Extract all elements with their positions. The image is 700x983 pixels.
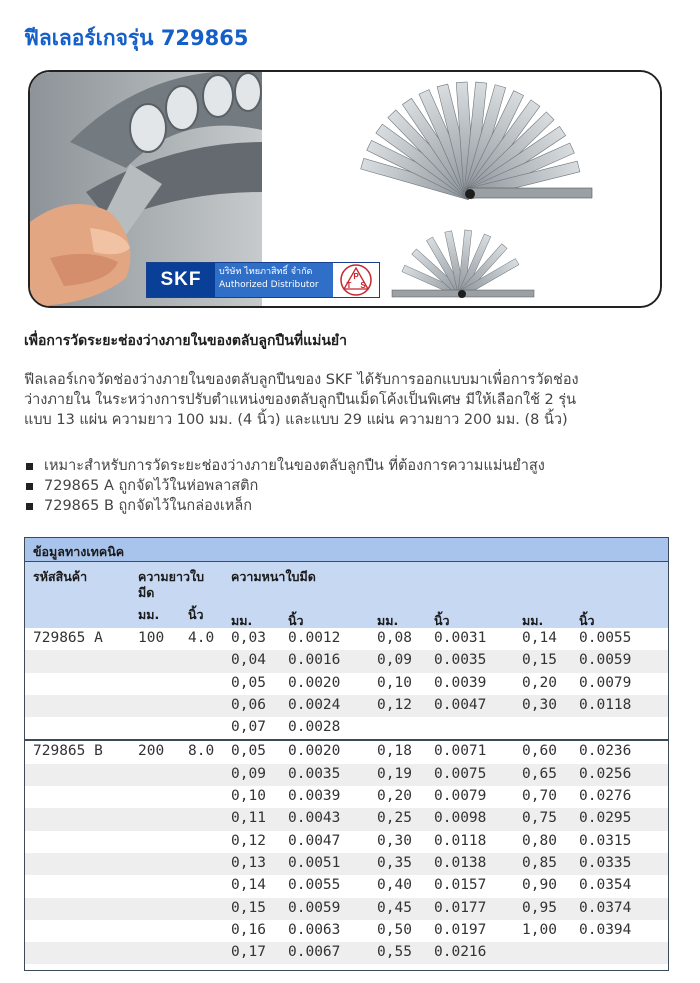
bullet-icon bbox=[26, 503, 33, 510]
col-length-cont: มีด bbox=[138, 585, 155, 600]
table-cell: 0.0236 bbox=[579, 743, 632, 760]
table-row bbox=[25, 717, 668, 739]
table-cell: 0,25 bbox=[377, 810, 412, 827]
table-cell: 0.0079 bbox=[579, 674, 632, 691]
table-row bbox=[25, 786, 668, 808]
unit-in: นิ้ว bbox=[579, 613, 595, 628]
table-cell: 0.0118 bbox=[579, 696, 632, 713]
table-cell: 0,20 bbox=[377, 788, 412, 805]
table-cell: 0,40 bbox=[377, 877, 412, 894]
pts-letter-s: S bbox=[360, 281, 366, 290]
table-cell: 0.0354 bbox=[579, 877, 632, 894]
table-cell: 0,95 bbox=[522, 899, 557, 916]
table-cell: 0.0020 bbox=[288, 743, 341, 760]
pts-letter-p: P bbox=[353, 272, 359, 281]
table-cell: 0,04 bbox=[231, 652, 266, 669]
distributor-badge bbox=[146, 262, 380, 298]
intro-line: แบบ 13 แผ่น ความยาว 100 มม. (4 นิ้ว) และแบบ 29 แผ่น ความยาว 200 มม. (8 นิ้ว) bbox=[24, 412, 568, 428]
table-cell: 0.0079 bbox=[434, 788, 487, 805]
intro-line: ว่างภายใน ในระหว่างการปรับตำแหน่งของตลับลูกปืนเม็ดโค้งเป็นพิเศษ มีให้เลือกใช้ 2 รุ่น bbox=[24, 392, 577, 408]
distributor-text bbox=[215, 263, 333, 297]
table-row bbox=[25, 764, 668, 786]
table-cell: 8.0 bbox=[188, 743, 215, 760]
table-cell: 100 bbox=[138, 630, 165, 646]
table-row bbox=[25, 942, 668, 964]
bullet-icon bbox=[26, 463, 33, 470]
table-cell: 0.0216 bbox=[434, 944, 487, 961]
table-cell: 0,07 bbox=[231, 719, 266, 736]
table-cell: 0,16 bbox=[231, 921, 266, 938]
table-cell: 729865 B bbox=[33, 743, 103, 760]
intro-line: ฟีลเลอร์เกจวัดช่องว่างภายในของตลับลูกปืนของ SKF ได้รับการออกแบบมาเพื่อการวัดช่อง bbox=[24, 372, 579, 388]
table-cell: 0,14 bbox=[522, 630, 557, 646]
table-cell: 0.0177 bbox=[434, 899, 487, 916]
table-row bbox=[25, 650, 668, 672]
table-cell: 0.0276 bbox=[579, 788, 632, 805]
intro-paragraph bbox=[24, 370, 684, 430]
unit-in: นิ้ว bbox=[288, 613, 304, 628]
table-row bbox=[25, 695, 668, 717]
table-cell: 0,13 bbox=[231, 854, 266, 871]
table-cell: 0,12 bbox=[377, 696, 412, 713]
table-cell: 0.0020 bbox=[288, 674, 341, 691]
table-cell: 0.0374 bbox=[579, 899, 632, 916]
table-cell: 0,20 bbox=[522, 674, 557, 691]
table-cell: 0.0295 bbox=[579, 810, 632, 827]
section-heading: เพื่อการวัดระยะช่องว่างภายในของตลับลูกปืนที่แม่นยำ bbox=[24, 333, 347, 349]
spec-table-header bbox=[25, 562, 668, 628]
table-cell: 0,35 bbox=[377, 854, 412, 871]
feature-list bbox=[24, 456, 545, 516]
table-cell: 0.0197 bbox=[434, 921, 487, 938]
unit-in: นิ้ว bbox=[434, 613, 450, 628]
table-cell: 1,00 bbox=[522, 921, 557, 938]
table-cell: 0.0335 bbox=[579, 854, 632, 871]
table-cell: 0.0157 bbox=[434, 877, 487, 894]
table-cell: 0.0138 bbox=[434, 854, 487, 871]
table-cell: 0,15 bbox=[522, 652, 557, 669]
table-cell: 0,55 bbox=[377, 944, 412, 961]
table-cell: 0,09 bbox=[231, 765, 266, 782]
skf-logo: SKF bbox=[147, 263, 215, 297]
table-cell: 0.0051 bbox=[288, 854, 341, 871]
table-cell: 0.0012 bbox=[288, 630, 341, 646]
table-cell: 0,90 bbox=[522, 877, 557, 894]
table-cell: 0.0031 bbox=[434, 630, 487, 646]
unit-mm: มม. bbox=[138, 607, 160, 622]
table-cell: 0.0256 bbox=[579, 765, 632, 782]
pts-letter-t: T bbox=[346, 281, 352, 290]
unit-mm: มม. bbox=[522, 613, 544, 628]
table-row bbox=[25, 875, 668, 897]
table-cell: 0.0024 bbox=[288, 696, 341, 713]
table-row bbox=[25, 673, 668, 695]
table-cell: 0.0075 bbox=[434, 765, 487, 782]
spec-table-title: ข้อมูลทางเทคนิค bbox=[25, 538, 668, 562]
table-cell: 0.0047 bbox=[288, 832, 341, 849]
table-cell: 0,60 bbox=[522, 743, 557, 760]
table-cell: 0,18 bbox=[377, 743, 412, 760]
company-name: บริษัท ไทยภาสิทธิ์ จำกัด bbox=[219, 267, 313, 277]
table-cell: 0.0055 bbox=[579, 630, 632, 646]
table-cell: 0.0016 bbox=[288, 652, 341, 669]
table-row bbox=[25, 628, 668, 650]
table-cell: 0.0039 bbox=[288, 788, 341, 805]
table-cell: 0.0067 bbox=[288, 944, 341, 961]
table-cell: 0.0059 bbox=[288, 899, 341, 916]
table-cell: 0,10 bbox=[231, 788, 266, 805]
table-cell: 0,12 bbox=[231, 832, 266, 849]
table-cell: 0.0039 bbox=[434, 674, 487, 691]
table-cell: 0.0059 bbox=[579, 652, 632, 669]
col-product: รหัสสินค้า bbox=[33, 569, 88, 584]
table-cell: 0.0315 bbox=[579, 832, 632, 849]
table-cell: 0.0028 bbox=[288, 719, 341, 736]
col-thickness: ความหนาใบมีด bbox=[231, 569, 316, 584]
table-cell: 0,08 bbox=[377, 630, 412, 646]
table-cell: 0,14 bbox=[231, 877, 266, 894]
table-cell: 4.0 bbox=[188, 630, 215, 646]
table-cell: 0.0098 bbox=[434, 810, 487, 827]
feature-item: 729865 A ถูกจัดไว้ในห่อพลาสติก bbox=[24, 476, 545, 496]
table-cell: 0,75 bbox=[522, 810, 557, 827]
table-cell: 0.0071 bbox=[434, 743, 487, 760]
table-cell: 0,70 bbox=[522, 788, 557, 805]
table-cell: 729865 A bbox=[33, 630, 103, 646]
page-title: ฟีลเลอร์เกจรุ่น 729865 bbox=[24, 26, 249, 50]
table-row bbox=[25, 808, 668, 830]
table-cell: 0,06 bbox=[231, 696, 266, 713]
feature-item: เหมาะสำหรับการวัดระยะช่องว่างภายในของตลับลูกปืน ที่ต้องการความแม่นยำสูง bbox=[24, 456, 545, 476]
unit-in: นิ้ว bbox=[188, 607, 204, 622]
table-cell: 0,30 bbox=[377, 832, 412, 849]
table-cell: 0,30 bbox=[522, 696, 557, 713]
feature-item: 729865 B ถูกจัดไว้ในกล่องเหล็ก bbox=[24, 496, 545, 516]
col-length: ความยาวใบ bbox=[138, 569, 205, 584]
table-cell: 200 bbox=[138, 743, 165, 760]
table-cell: 0,45 bbox=[377, 899, 412, 916]
table-row bbox=[25, 898, 668, 920]
table-cell: 0,17 bbox=[231, 944, 266, 961]
table-cell: 0.0047 bbox=[434, 696, 487, 713]
table-cell: 0,09 bbox=[377, 652, 412, 669]
table-cell: 0.0035 bbox=[288, 765, 341, 782]
bullet-icon bbox=[26, 483, 33, 490]
table-cell: 0,03 bbox=[231, 630, 266, 646]
table-cell: 0,15 bbox=[231, 899, 266, 916]
table-cell: 0,50 bbox=[377, 921, 412, 938]
table-cell: 0.0043 bbox=[288, 810, 341, 827]
table-cell: 0.0118 bbox=[434, 832, 487, 849]
unit-mm: มม. bbox=[231, 613, 253, 628]
table-cell: 0,05 bbox=[231, 743, 266, 760]
table-cell: 0,65 bbox=[522, 765, 557, 782]
product-banner bbox=[28, 70, 662, 308]
pts-logo bbox=[333, 263, 379, 297]
spec-table bbox=[24, 537, 669, 971]
table-cell: 0.0394 bbox=[579, 921, 632, 938]
table-cell: 0.0035 bbox=[434, 652, 487, 669]
table-cell: 0.0055 bbox=[288, 877, 341, 894]
table-cell: 0,80 bbox=[522, 832, 557, 849]
spec-group-b bbox=[25, 739, 668, 964]
table-row bbox=[25, 741, 668, 763]
distributor-label: Authorized Distributor bbox=[219, 280, 319, 290]
unit-mm: มม. bbox=[377, 613, 399, 628]
table-row bbox=[25, 853, 668, 875]
table-cell: 0,19 bbox=[377, 765, 412, 782]
table-cell: 0,85 bbox=[522, 854, 557, 871]
table-cell: 0,10 bbox=[377, 674, 412, 691]
table-cell: 0.0063 bbox=[288, 921, 341, 938]
table-row bbox=[25, 920, 668, 942]
table-row bbox=[25, 831, 668, 853]
table-cell: 0,11 bbox=[231, 810, 266, 827]
table-cell: 0,05 bbox=[231, 674, 266, 691]
spec-group-a bbox=[25, 628, 668, 739]
